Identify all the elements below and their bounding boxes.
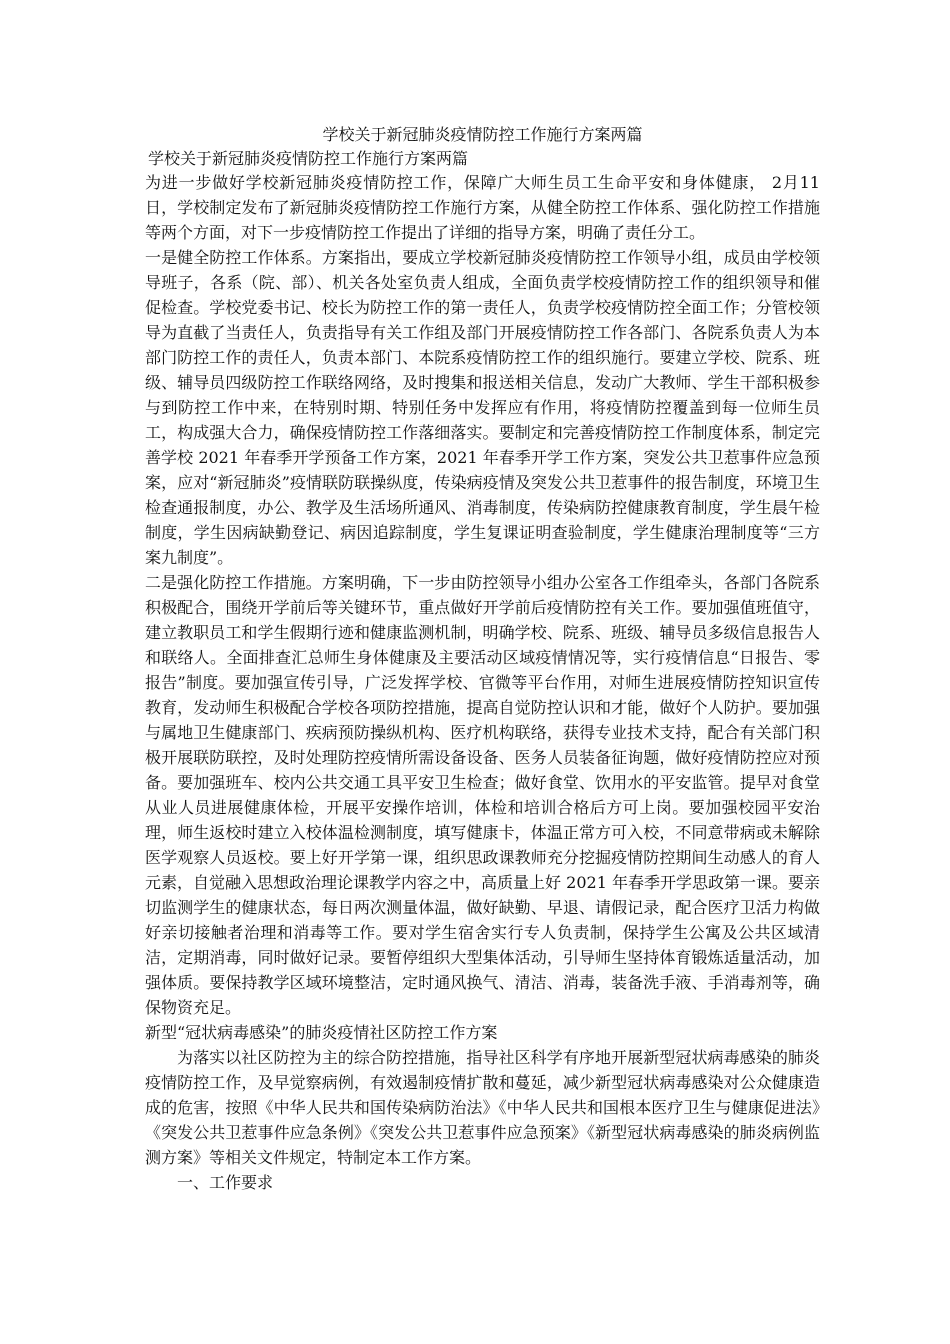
paragraph-system: 一是健全防控工作体系。方案指出，要成立学校新冠肺炎疫情防控工作领导小组，成员由学校领导班子，各系（院、部）、机关各处室负责人组成，全面负责学校疫情防控工作的组织领导和催促检查。学校党委书记、校长为防控工作的第一责任人，负责学校疫情防控全面工作；分管校领导为直截了当责任人，负责指导有关工作组及部门开展疫情防控工作各部门、各院系负责人为本部门防控工作的责任人，负责本部门、本院系疫情防控工作的组织施行。要建立学校、院系、班级、辅导员四级防控工作联络网络，及时搜集和报送相关信息，发动广大教师、学生干部积极参与到防控工作中来，在特别时期、特别任务中发挥应有作用，将疫情防控覆盖到每一位师生员工，构成强大合力，确保疫情防控工作落细落实。要制定和完善疫情防控工作制度体系，制定完善学校 2021 年春季开学预备工作方案，2021 年春季开学工作方案，突发公共卫惹事件应急预案，应对“新冠肺炎”疫情联防联操纵度，传染病疫情及突发公共卫惹事件的报告制度，环境卫生检查通报制度，办公、教学及生活场所通风、消毒制度，传染病防控健康教育制度，学生晨午检制度，学生因病缺勤登记、病因追踪制度，学生复课证明查验制度，学生健康治理制度等“三方案九制度”。: [145, 248, 820, 567]
paragraph-intro: 为进一步做好学校新冠肺炎疫情防控工作，保障广大师生员工生命平安和身体健康， 2月11日，学校制定发布了新冠肺炎疫情防控工作施行方案，从健全防控工作体系、强化防控工作措施等两个方面，对下一步疫情防控工作提出了详细的指导方案，明确了责任分工。: [145, 173, 820, 242]
document-subtitle: 学校关于新冠肺炎疫情防控工作施行方案两篇: [148, 149, 469, 168]
document-title: 学校关于新冠肺炎疫情防控工作施行方案两篇: [322, 125, 643, 144]
section2-heading: 一、工作要求: [177, 1173, 274, 1192]
section2-paragraph: 为落实以社区防控为主的综合防控措施，指导社区科学有序地开展新型冠状病毒感染的肺炎疫情防控工作，及早觉察病例，有效遏制疫情扩散和蔓延，减少新型冠状病毒感染对公众健康造成的危害，按照《中华人民共和国传染病防治法》《中华人民共和国根本医疗卫生与健康促进法》《突发公共卫惹事件应急条例》《突发公共卫惹事件应急预案》《新型冠状病毒感染的肺炎病例监测方案》等相关文件规定，特制定本工作方案。: [145, 1048, 820, 1167]
paragraph-measures: 二是强化防控工作措施。方案明确，下一步由防控领导小组办公室各工作组牵头，各部门各院系积极配合，围绕开学前后等关键环节，重点做好开学前后疫情防控有关工作。要加强值班值守，建立教职员工和学生假期行迹和健康监测机制，明确学校、院系、班级、辅导员多级信息报告人和联络人。全面排查汇总师生身体健康及主要活动区域疫情情况等，实行疫情信息“日报告、零报告”制度。要加强宣传引导，广泛发挥学校、官微等平台作用，对师生进展疫情防控知识宣传教育，发动师生积极配合学校各项防控措施，提高自觉防控认识和才能，做好个人防护。要加强与属地卫生健康部门、疾病预防操纵机构、医疗机构联络，获得专业技术支持，配合有关部门积极开展联防联控，及时处理防控疫情所需设备设备、医务人员装备征询题，做好疫情防控应对预备。要加强班车、校内公共交通工具平安卫生检查；做好食堂、饮用水的平安监管。提早对食堂从业人员进展健康体检，开展平安操作培训，体检和培训合格后方可上岗。要加强校园平安治理，师生返校时建立入校体温检测制度，填写健康卡，体温正常方可入校，不同意带病或未解除医学观察人员返校。要上好开学第一课，组织思政课教师充分挖掘疫情防控期间生动感人的育人元素，自觉融入思想政治理论课教学内容之中，高质量上好 2021 年春季开学思政第一课。要亲切监测学生的健康状态，每日两次测量体温，做好缺勤、早退、请假记录，配合医疗卫活力构做好亲切接触者治理和消毒等工作。要对学生宿舍实行专人负责制，保持学生公寓及公共区域清洁，定期消毒，同时做好记录。要暂停组织大型集体活动，引导师生坚持体育锻炼适量活动，加强体质。要保持教学区域环境整洁，定时通风换气、清洁、消毒，装备洗手液、手消毒剂等，确保物资充足。: [145, 573, 820, 1017]
section2-title: 新型“冠状病毒感染”的肺炎疫情社区防控工作方案: [145, 1023, 498, 1042]
document-page: [145, 124, 820, 1195]
